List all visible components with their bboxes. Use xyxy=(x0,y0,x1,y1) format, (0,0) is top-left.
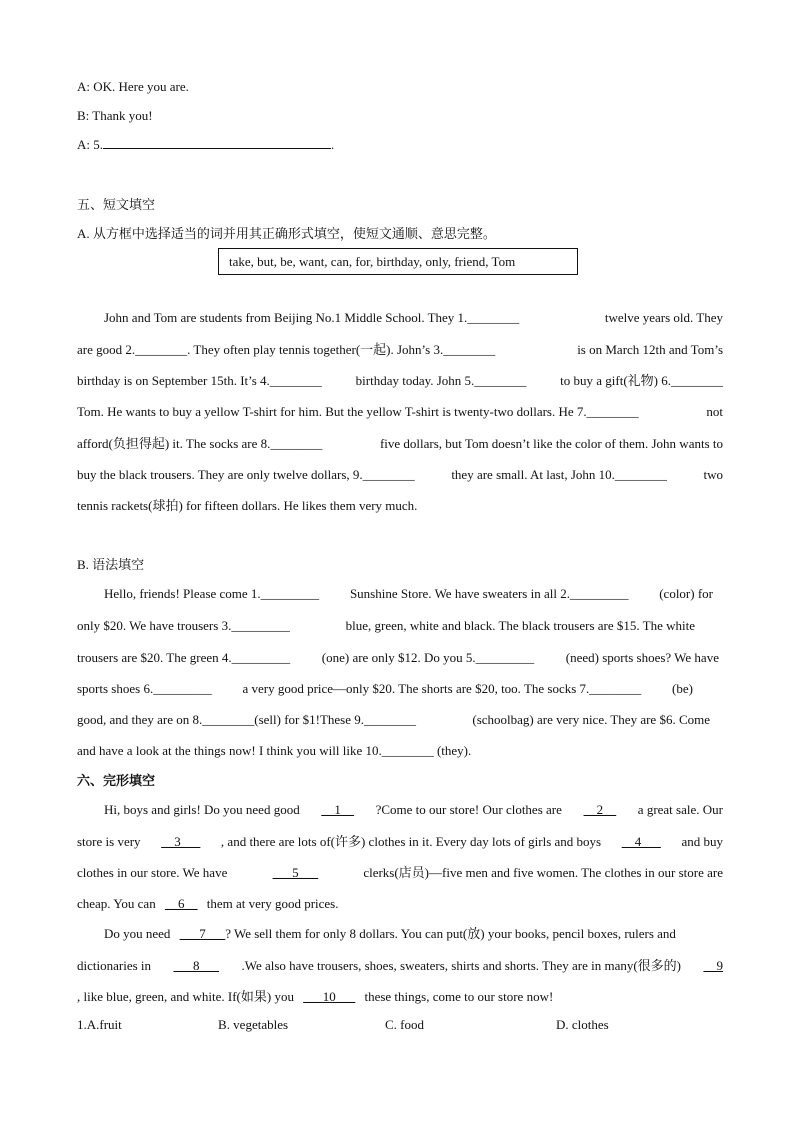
section5-title: 五、短文填空 xyxy=(77,197,156,212)
answer-blank-5[interactable] xyxy=(103,136,331,149)
cloze-text: these things, come to our store now! xyxy=(364,989,554,1004)
passageA-text: twelve years old. They xyxy=(604,310,723,325)
cloze-blank-10[interactable]: ___10___ xyxy=(303,989,356,1004)
passageB-text: only $20. We have trousers 3._________ xyxy=(77,618,290,633)
passageB-text: good, and they are on 8.________(sell) for $1!These 9.________ xyxy=(77,712,417,727)
dialogue-line-a1: A: OK. Here you are. xyxy=(77,79,189,94)
passageA-text: birthday is on September 15th. It’s 4.________ xyxy=(77,373,322,388)
passageB-line-6: and have a look at the things now! I think you will like 10.________ (they). xyxy=(77,743,472,758)
cloze-p1-line-1 xyxy=(104,801,723,819)
passageA-text: to buy a gift(礼物) 6.________ xyxy=(560,373,723,388)
cloze-p2-line-1 xyxy=(104,925,676,943)
cloze-text: ?Come to our store! Our clothes are xyxy=(375,802,562,817)
passageA-line-5 xyxy=(77,435,723,453)
passageA-line-4 xyxy=(77,403,723,421)
word-box: take, but, be, want, can, for, birthday, only, friend, Tom xyxy=(218,248,578,275)
q1-option-a[interactable]: 1.A.fruit xyxy=(77,1017,122,1032)
cloze-p2-line-3 xyxy=(77,988,553,1006)
cloze-text: clothes in our store. We have xyxy=(77,865,228,880)
passageB-line-1 xyxy=(104,585,713,603)
cloze-text: ? We sell them for only 8 dollars. You can put(放) your books, pencil boxes, rulers and xyxy=(225,926,676,941)
cloze-blank-4[interactable]: __4___ xyxy=(621,834,661,849)
passageB-text: (one) are only $12. Do you 5._________ xyxy=(321,650,535,665)
passageB-text: Sunshine Store. We have sweaters in all 2._________ xyxy=(349,586,629,601)
passageB-line-2 xyxy=(77,617,695,635)
cloze-text: Do you need xyxy=(104,926,171,941)
cloze-blank-3[interactable]: __3___ xyxy=(161,834,201,849)
section6-title: 六、完形填空 xyxy=(77,773,156,788)
passageB-line-3 xyxy=(77,649,719,667)
dialogue-line-b1: B: Thank you! xyxy=(77,108,153,123)
passageA-text: Tom. He wants to buy a yellow T-shirt for him. But the yellow T-shirt is twenty-two dollars. He 7.________ xyxy=(77,404,639,419)
cloze-p1-line-4 xyxy=(77,895,338,913)
cloze-text: dictionaries in xyxy=(77,958,152,973)
dialogue-a5-prefix: A: 5. xyxy=(77,137,103,152)
cloze-blank-8[interactable]: ___8___ xyxy=(173,958,219,973)
q1-option-d[interactable]: D. clothes xyxy=(556,1017,609,1032)
passageB-text: (need) sports shoes? We have xyxy=(565,650,719,665)
passageA-line-1 xyxy=(104,309,723,327)
passageA-text: are good 2.________. They often play tennis together(一起). John’s 3.________ xyxy=(77,342,496,357)
passageA-text: birthday today. John 5.________ xyxy=(355,373,527,388)
cloze-p2-line-2 xyxy=(77,957,723,975)
passageA-text: five dollars, but Tom doesn’t like the color of them. John wants to xyxy=(379,436,723,451)
passageB-text: Hello, friends! Please come 1._________ xyxy=(104,586,320,601)
cloze-text: , and there are lots of(许多) clothes in it. Every day lots of girls and boys xyxy=(220,834,602,849)
passageB-text: trousers are $20. The green 4._________ xyxy=(77,650,291,665)
passageB-text: a very good price—only $20. The shorts are $20, too. The socks 7.________ xyxy=(242,681,642,696)
dialogue-a5-suffix: . xyxy=(331,137,335,152)
passageB-text: sports shoes 6._________ xyxy=(77,681,212,696)
passageB-line-4 xyxy=(77,680,693,698)
cloze-text: and buy xyxy=(681,834,723,849)
section5-partB-title: B. 语法填空 xyxy=(77,557,145,572)
passageA-line-2 xyxy=(77,341,723,359)
passageA-line-7: tennis rackets(球拍) for fifteen dollars. He likes them very much. xyxy=(77,498,418,513)
passageA-text: afford(负担得起) it. The socks are 8.________ xyxy=(77,436,323,451)
cloze-text: a great sale. Our xyxy=(637,802,723,817)
cloze-text: them at very good prices. xyxy=(206,896,339,911)
cloze-blank-7[interactable]: ___7___ xyxy=(179,926,226,941)
cloze-text: , like blue, green, and white. If(如果) you xyxy=(77,989,294,1004)
cloze-p1-line-3 xyxy=(77,864,723,882)
passageB-line-5 xyxy=(77,711,710,729)
cloze-text: clerks(店员)—five men and five women. The clothes in our store are xyxy=(363,865,723,880)
passageA-line-6 xyxy=(77,466,723,484)
cloze-blank-9[interactable]: __9 xyxy=(703,958,723,973)
passageB-text: (color) for xyxy=(659,586,713,601)
section5-partA-instruction: A. 从方框中选择适当的词并用其正确形式填空，使短文通顺、意思完整。 xyxy=(77,226,496,241)
passageB-text: (schoolbag) are very nice. They are $6. Come xyxy=(472,712,710,727)
cloze-text: .We also have trousers, shoes, sweaters, shirts and shorts. They are in many(很多的) xyxy=(241,958,682,973)
q1-option-b[interactable]: B. vegetables xyxy=(218,1017,289,1032)
passageA-text: buy the black trousers. They are only twelve dollars, 9.________ xyxy=(77,467,415,482)
cloze-blank-1[interactable]: __1__ xyxy=(321,802,354,817)
passageA-text: is on March 12th and Tom’s xyxy=(577,342,723,357)
passageB-text: (be) xyxy=(672,681,693,696)
passageA-text: they are small. At last, John 10.________ xyxy=(451,467,667,482)
cloze-text: Hi, boys and girls! Do you need good xyxy=(104,802,300,817)
cloze-p1-line-2 xyxy=(77,833,723,851)
cloze-blank-5[interactable]: ___5___ xyxy=(272,865,319,880)
dialogue-line-a5 xyxy=(77,136,334,154)
cloze-text: store is very xyxy=(77,834,141,849)
passageB-text: blue, green, white and black. The black trousers are $15. The white xyxy=(345,618,695,633)
cloze-blank-2[interactable]: __2__ xyxy=(583,802,617,817)
passageA-text: John and Tom are students from Beijing No.1 Middle School. They 1.________ xyxy=(104,310,520,325)
cloze-text: cheap. You can xyxy=(77,896,156,911)
passageA-text: not xyxy=(706,404,723,419)
passageA-text: two xyxy=(703,467,723,482)
cloze-blank-6[interactable]: __6__ xyxy=(164,896,198,911)
passageA-line-3 xyxy=(77,372,723,390)
q1-option-c[interactable]: C. food xyxy=(385,1017,424,1032)
